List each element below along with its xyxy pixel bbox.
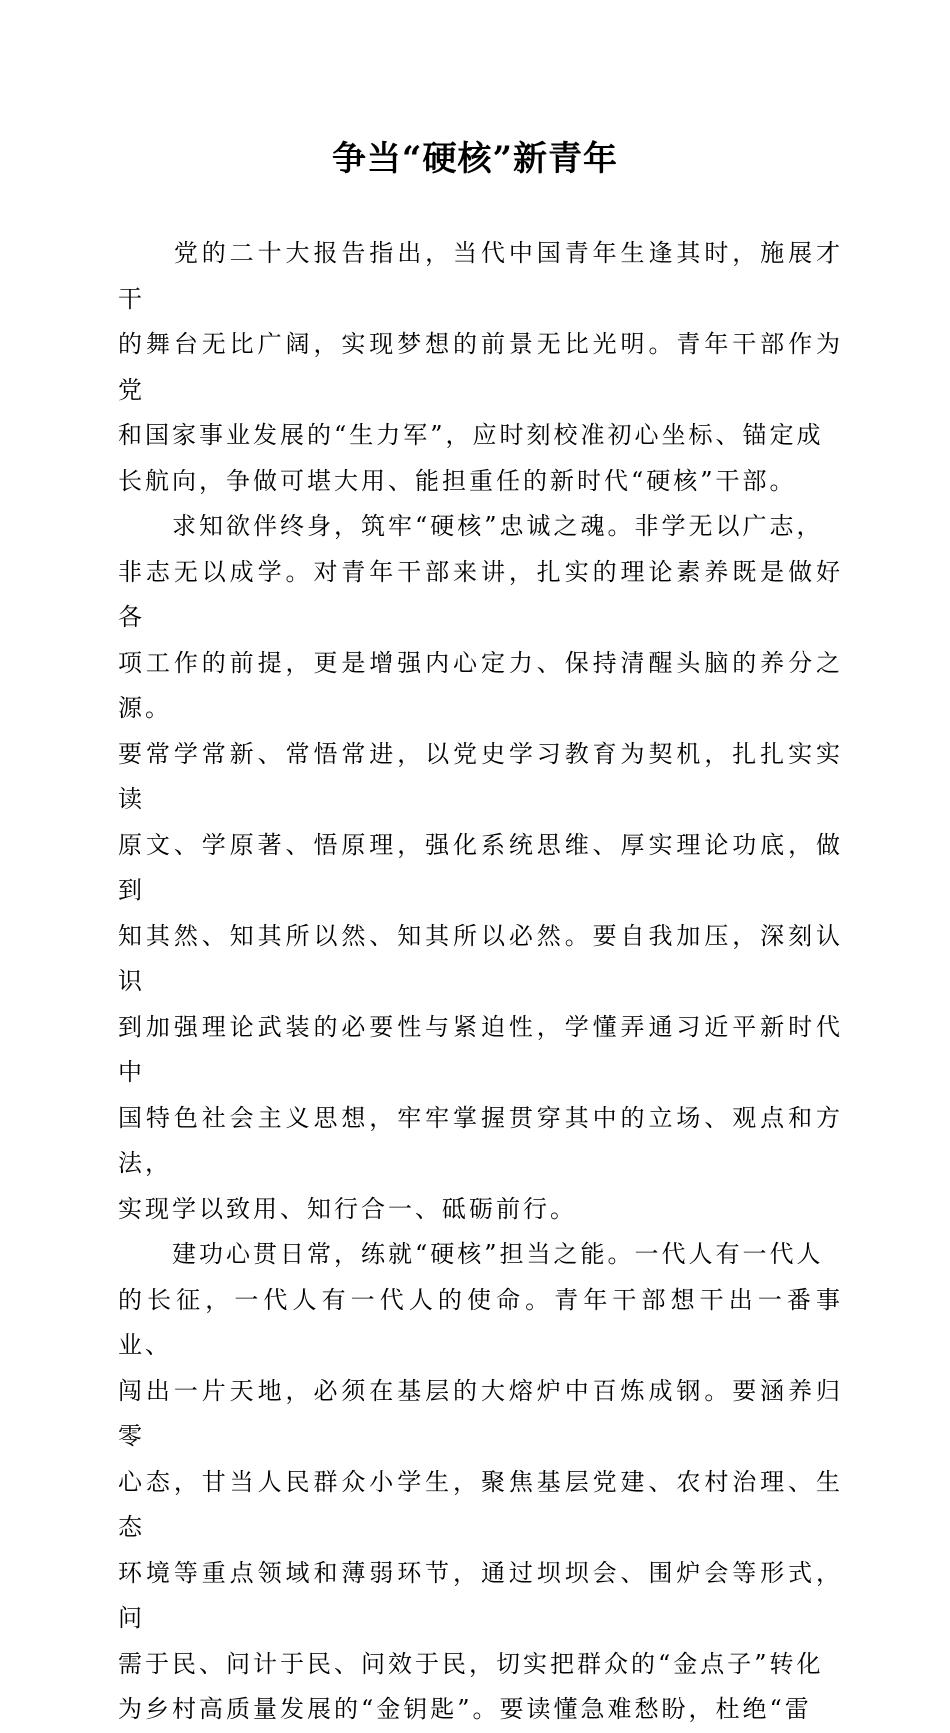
text-line: 心态，甘当人民群众小学生，聚焦基层党建、农村治理、生态: [118, 1467, 843, 1541]
document-title: 争当“硬核”新青年: [331, 139, 619, 179]
text-line: 的长征，一代人有一代人的使命。青年干部想干出一番事业、: [118, 1285, 843, 1359]
paragraph-1: [118, 231, 843, 504]
text-line: 需于民、问计于民、问效于民，切实把群众的“金点子”转化: [118, 1649, 824, 1678]
text-line: 闯出一片天地，必须在基层的大熔炉中百炼成钢。要涵养归零: [118, 1376, 843, 1450]
text-line: 要常学常新、常悟常进，以党史学习教育为契机，扎扎实实读: [118, 739, 843, 813]
text-line: 求知欲伴终身，筑牢“硬核”忠诚之魂。非学无以广志，: [118, 512, 824, 540]
text-line: 项工作的前提，更是增强内心定力、保持清醒头脑的养分之源。: [118, 648, 843, 722]
text-line: 党的二十大报告指出，当代中国青年生逢其时，施展才干: [118, 239, 843, 313]
text-line: 的舞台无比广阔，实现梦想的前景无比光明。青年干部作为党: [118, 330, 843, 404]
text-line: 为乡村高质量发展的“金钥匙”。要读懂急难愁盼，杜绝“雷: [118, 1695, 812, 1723]
text-line: 原文、学原著、悟原理，强化系统思维、厚实理论功底，做到: [118, 830, 843, 904]
text-line: 到加强理论武装的必要性与紧迫性，学懂弄通习近平新时代中: [118, 1012, 843, 1086]
document-body: [118, 231, 843, 1733]
text-line: 知其然、知其所以然、知其所以必然。要自我加压，深刻认识: [118, 921, 843, 995]
text-line: 和国家事业发展的“生力军”，应时刻校准初心坐标、锚定成: [118, 421, 824, 449]
paragraph-2: [118, 504, 843, 1232]
text-line: 实现学以致用、知行合一、砥砺前行。: [118, 1194, 577, 1223]
paragraph-3: [118, 1232, 843, 1733]
text-line: 长航向，争做可堪大用、能担重任的新时代“硬核”干部。: [118, 466, 797, 495]
text-line: 建功心贯日常，练就“硬核”担当之能。一代人有一代人: [118, 1240, 824, 1268]
text-line: 国特色社会主义思想，牢牢掌握贯穿其中的立场、观点和方法，: [118, 1103, 843, 1177]
text-line: 环境等重点领域和薄弱环节，通过坝坝会、围炉会等形式，问: [118, 1558, 843, 1632]
text-line: 非志无以成学。对青年干部来讲，扎实的理论素养既是做好各: [118, 557, 843, 631]
